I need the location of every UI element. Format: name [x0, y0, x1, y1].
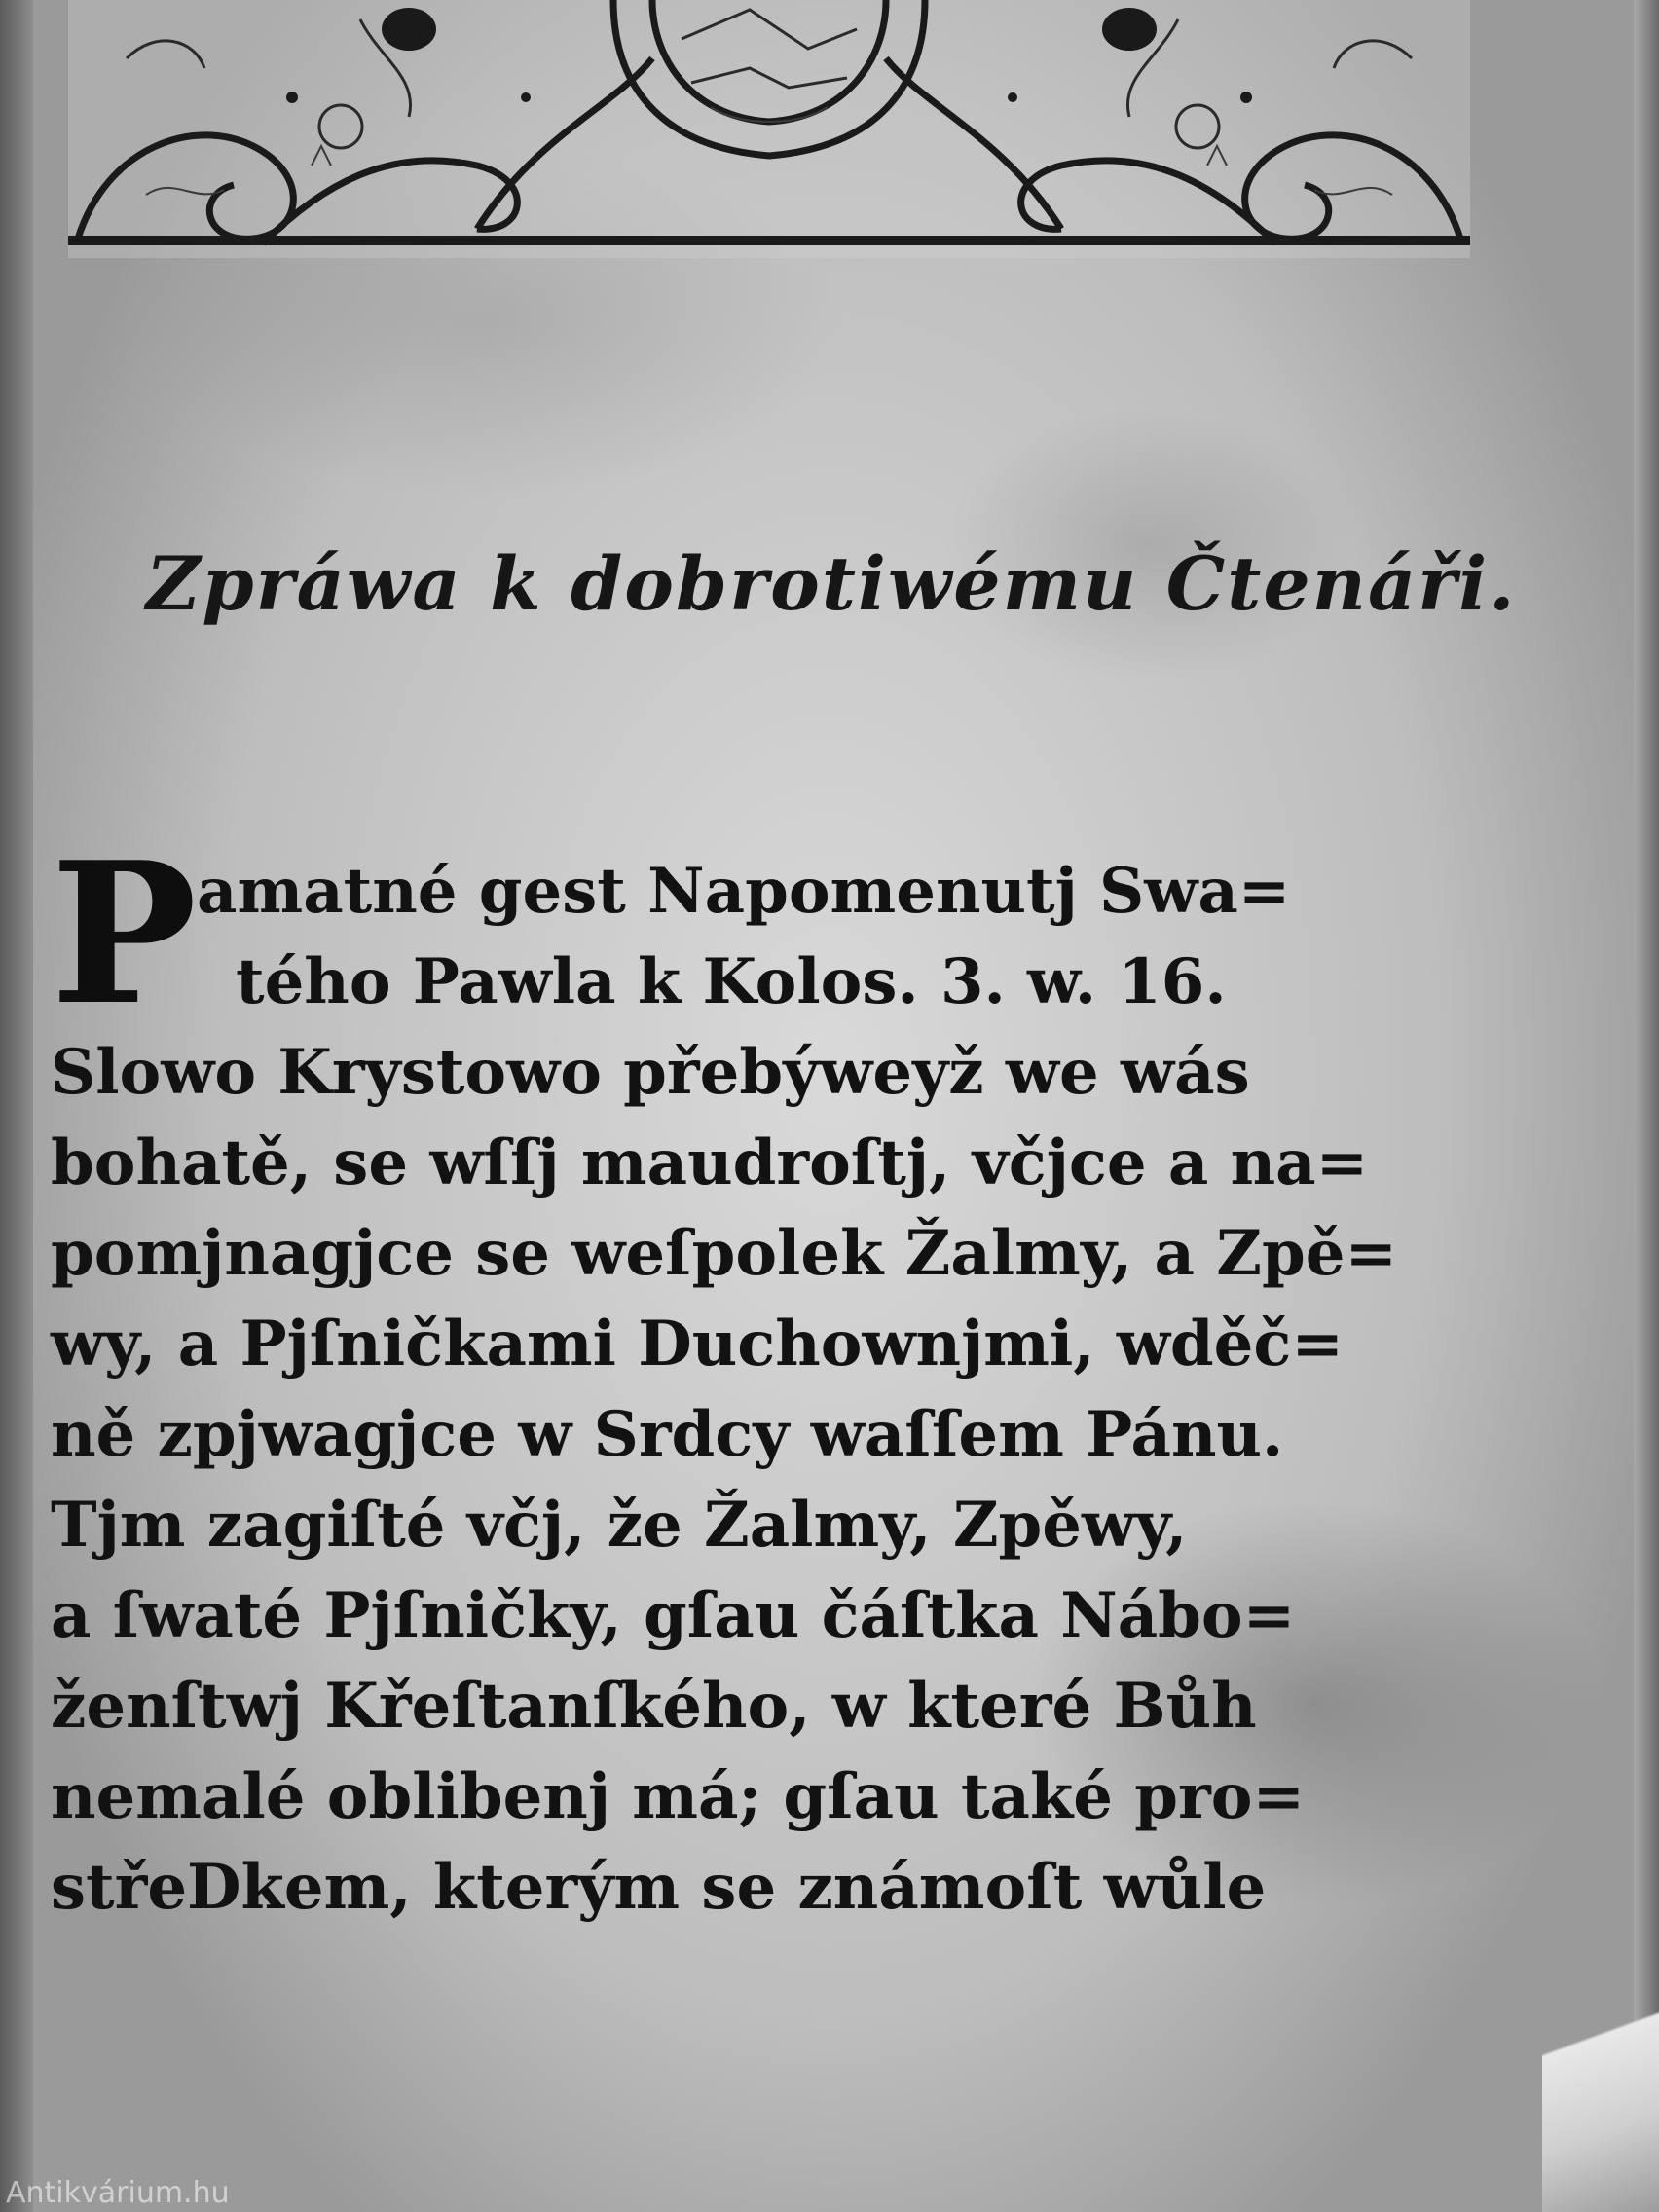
- text-line: nemalé oblibenj má; gſau také pro=: [51, 1760, 1306, 1833]
- text-line: ně zpjwagjce w Srdcy waſſem Pánu.: [51, 1398, 1284, 1471]
- text-line: bohatě, se wſſj maudroſtj, včjce a na=: [51, 1126, 1369, 1199]
- page-corner-tear: [1542, 1920, 1659, 2212]
- text-line: ženſtwj Křeſtanſkého, w které Bůh: [51, 1670, 1257, 1743]
- page-heading: Zpráwa k dobrotiwému Čtenáři.: [146, 540, 1517, 627]
- text-line: a ſwaté Pjſničky, gſau čáſtka Nábo=: [51, 1579, 1296, 1652]
- text-line: wy, a Pjſničkami Duchownjmi, wděč=: [51, 1308, 1344, 1381]
- drop-cap: P: [51, 820, 198, 1049]
- text-line: Tjm zagiſté včj, že Žalmy, Zpěwy,: [51, 1489, 1188, 1562]
- text-line: pomjnagjce se weſpolek Žalmy, a Zpě=: [51, 1217, 1398, 1290]
- text-line: amatné gest Napomenutj Swa=: [197, 855, 1291, 928]
- engraved-header-ornament: [68, 0, 1470, 258]
- page-edge: [1634, 0, 1659, 2212]
- text-line: Slowo Krystowo přebýweyž we wás: [51, 1036, 1250, 1109]
- page-binding-shadow: [0, 0, 33, 2212]
- watermark: Antikvárium.hu: [6, 2176, 230, 2210]
- text-line: střeDkem, kterým se známoſt wůle: [51, 1851, 1267, 1924]
- text-line: tého Pawla k Kolos. 3. w. 16.: [236, 945, 1227, 1018]
